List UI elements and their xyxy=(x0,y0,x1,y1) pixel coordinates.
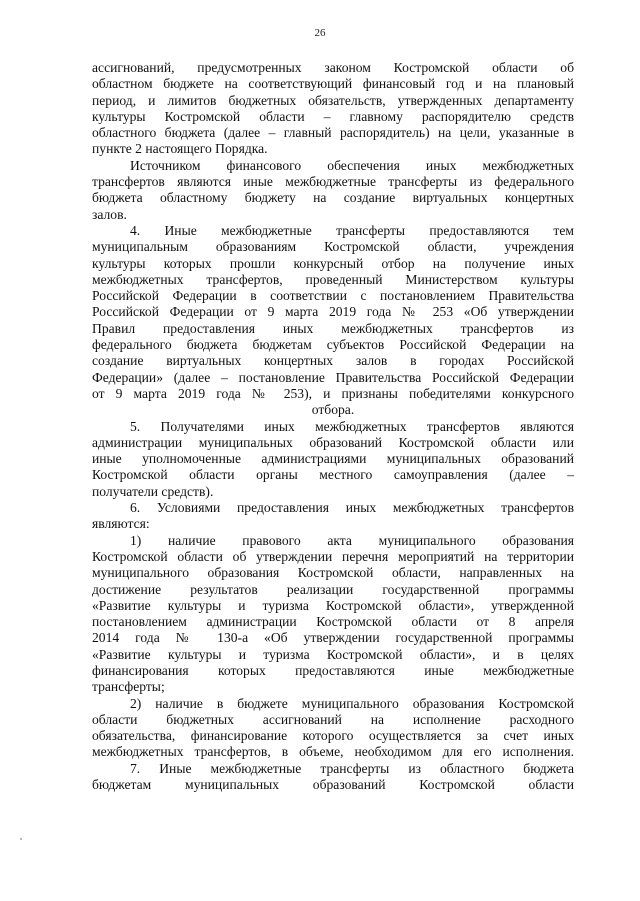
text-line: обязательства, финансирование которого осуществляется за счет иных xyxy=(92,728,574,744)
text-line: ассигнований, предусмотренных законом Костромской области об xyxy=(92,60,574,75)
text-line: период, и лимитов бюджетных обязательств, утвержденных департаменту xyxy=(92,92,574,108)
text-line: межбюджетных трансфертов, в объеме, необходимом для его исполнения. xyxy=(92,744,574,760)
text-line: бюджетам муниципальных образований Костромской области xyxy=(92,777,574,793)
text-line: администрации муниципальных образований Костромской области или xyxy=(92,434,574,450)
text-line: 4. Иные межбюджетные трансферты предоставляются тем xyxy=(130,222,574,238)
text-line: создание виртуальных концертных залов в городах Российской xyxy=(92,353,574,369)
text-line: 1) наличие правового акта муниципального образования xyxy=(130,532,574,548)
page-number: 26 xyxy=(314,27,326,39)
text-line: области бюджетных ассигнований на исполнение расходного xyxy=(92,711,574,727)
text-line: Источником финансового обеспечения иных межбюджетных xyxy=(130,157,574,173)
text-line: постановлением администрации Костромской области от 8 апреля xyxy=(92,614,574,630)
text-line: достижение результатов реализации государственной программы xyxy=(92,581,574,597)
text-line: 6. Условиями предоставления иных межбюджетных трансфертов xyxy=(130,500,574,516)
text-line: Российской Федерации в соответствии с постановлением Правительства xyxy=(92,288,574,304)
text-line: Российской Федерации от 9 марта 2019 года № 253 «Об утверждении xyxy=(92,304,574,320)
text-line: 2) наличие в бюджете муниципального образования Костромской xyxy=(130,695,574,711)
text-line: «Развитие культуры и туризма Костромской области», утвержденной xyxy=(92,597,574,613)
text-line: межбюджетных трансфертов, проведенный Министерством культуры xyxy=(92,271,574,287)
text-line: финансирования которых предоставляются иные межбюджетные xyxy=(92,662,574,678)
text-line: трансферты; xyxy=(92,679,165,695)
text-line: Костромской области органы местного самоуправления (далее – xyxy=(92,467,574,483)
text-line: отбора. xyxy=(311,402,355,418)
text-line: федерального бюджета бюджетам субъектов Российской Федерации на xyxy=(92,337,574,353)
text-line: областного бюджета (далее – главный распорядитель) на цели, указанные в xyxy=(92,125,574,141)
text-line: 2014 года № 130-а «Об утверждении государственной программы xyxy=(92,630,574,646)
text-line: пункте 2 настоящего Порядка. xyxy=(92,141,268,157)
text-line: 5. Получателями иных межбюджетных трансфертов являются xyxy=(130,418,574,434)
text-line: муниципальным образованиям Костромской области, учреждения xyxy=(92,239,574,255)
text-line: Костромской области об утверждении перечня мероприятий на территории xyxy=(92,548,574,564)
text-line: залов. xyxy=(92,206,127,222)
text-line: от 9 марта 2019 года № 253), и признаны победителями конкурсного xyxy=(92,385,574,401)
text-line: бюджета областному бюджету на создание виртуальных концертных xyxy=(92,190,574,206)
text-line: культуры Костромской области – главному распорядителю средств xyxy=(92,108,574,124)
text-line: Правил предоставления иных межбюджетных трансфертов из xyxy=(92,320,574,336)
text-line: «Развитие культуры и туризма Костромской области», и в целях xyxy=(92,646,574,662)
document-body xyxy=(92,60,574,793)
text-line: областном бюджете на соответствующий финансовый год и на плановый xyxy=(92,76,574,92)
text-line: культуры которых прошли конкурсный отбор на получение иных xyxy=(92,255,574,271)
text-line: Федерации» (далее – постановление Правительства Российской Федерации xyxy=(92,369,574,385)
text-line: получатели средств). xyxy=(92,483,214,499)
text-line: трансфертов являются иные межбюджетные трансферты из федерального xyxy=(92,174,574,190)
text-line: 7. Иные межбюджетные трансферты из областного бюджета xyxy=(130,760,574,776)
scan-artifact xyxy=(20,838,22,840)
text-line: являются: xyxy=(92,516,150,532)
text-line: иные уполномоченные администрациями муниципальных образований xyxy=(92,451,574,467)
text-line: муниципального образования Костромской области, направленных на xyxy=(92,565,574,581)
